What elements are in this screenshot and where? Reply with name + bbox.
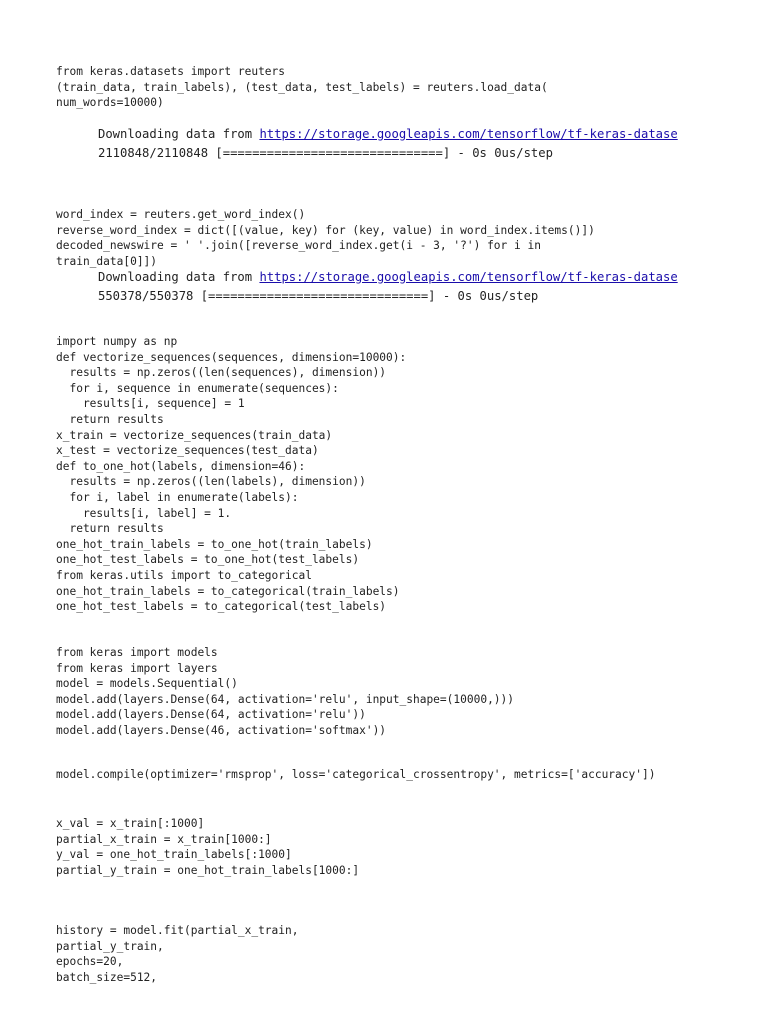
code-cell-3[interactable] <box>56 334 746 615</box>
output-cell-1 <box>98 125 723 163</box>
code-line: def vectorize_sequences(sequences, dimension=10000): <box>56 350 407 364</box>
code-line: x_val = x_train[:1000] <box>56 817 205 830</box>
code-line: (train_data, train_labels), (test_data, test_labels) = reuters.load_data( <box>56 80 548 94</box>
code-line: results[i, label] = 1. <box>56 506 232 520</box>
code-cell-2[interactable] <box>56 207 746 269</box>
code-line: results = np.zeros((len(sequences), dimension)) <box>56 366 387 380</box>
code-line: one_hot_train_labels = to_categorical(train_labels) <box>56 584 400 598</box>
code-cell-1[interactable] <box>56 64 746 111</box>
code-line: word_index = reuters.get_word_index() <box>56 208 306 221</box>
download-line <box>98 125 723 144</box>
code-line: one_hot_test_labels = to_categorical(test_labels) <box>56 600 387 614</box>
code-line: return results <box>56 522 164 536</box>
code-line: model.add(layers.Dense(64, activation='relu', input_shape=(10000,))) <box>56 692 515 706</box>
code-line: for i, sequence in enumerate(sequences): <box>56 381 339 395</box>
code-line: from keras.utils import to_categorical <box>56 568 312 582</box>
progress-line: 550378/550378 [==============================] - 0s 0us/step <box>98 289 539 303</box>
code-line: epochs=20, <box>56 955 124 969</box>
code-line: import numpy as np <box>56 335 178 348</box>
download-link[interactable]: https://storage.googleapis.com/tensorflow/tf-keras-datase <box>259 127 678 141</box>
code-line: batch_size=512, <box>56 970 158 984</box>
code-line: model.compile(optimizer='rmsprop', loss='categorical_crossentropy', metrics=['accuracy']) <box>56 768 656 781</box>
code-line: for i, label in enumerate(labels): <box>56 490 299 504</box>
code-line: num_words=10000) <box>56 96 164 110</box>
code-line: model = models.Sequential() <box>56 677 238 691</box>
code-line: partial_y_train = one_hot_train_labels[1000:] <box>56 863 360 877</box>
code-cell-6[interactable] <box>56 816 746 878</box>
code-line: one_hot_test_labels = to_one_hot(test_labels) <box>56 553 360 567</box>
code-line: y_val = one_hot_train_labels[:1000] <box>56 848 292 862</box>
code-line: model.add(layers.Dense(46, activation='softmax')) <box>56 723 387 737</box>
code-line: reverse_word_index = dict([(value, key) for (key, value) in word_index.items()]) <box>56 223 595 237</box>
code-line: results[i, sequence] = 1 <box>56 397 245 411</box>
download-line <box>98 268 723 287</box>
code-line: train_data[0]]) <box>56 254 158 268</box>
code-cell-4[interactable] <box>56 645 746 739</box>
download-link[interactable]: https://storage.googleapis.com/tensorflow/tf-keras-datase <box>259 270 678 284</box>
code-line: from keras.datasets import reuters <box>56 65 286 78</box>
code-line: return results <box>56 412 164 426</box>
code-line: decoded_newswire = ' '.join([reverse_word_index.get(i - 3, '?') for i in <box>56 239 541 253</box>
code-line: from keras import models <box>56 646 218 659</box>
code-line: partial_x_train = x_train[1000:] <box>56 832 272 846</box>
code-line: def to_one_hot(labels, dimension=46): <box>56 459 306 473</box>
progress-line: 2110848/2110848 [==============================] - 0s 0us/step <box>98 146 553 160</box>
code-line: x_test = vectorize_sequences(test_data) <box>56 444 319 458</box>
code-line: x_train = vectorize_sequences(train_data) <box>56 428 333 442</box>
output-cell-2 <box>98 268 723 306</box>
code-cell-7[interactable] <box>56 923 746 985</box>
code-line: results = np.zeros((len(labels), dimension)) <box>56 475 366 489</box>
code-line: history = model.fit(partial_x_train, <box>56 924 299 937</box>
code-line: from keras import layers <box>56 661 218 675</box>
code-line: one_hot_train_labels = to_one_hot(train_labels) <box>56 537 373 551</box>
code-cell-5[interactable] <box>56 767 746 783</box>
code-line: model.add(layers.Dense(64, activation='relu')) <box>56 708 366 722</box>
download-prefix: Downloading data from <box>98 270 260 284</box>
code-line: partial_y_train, <box>56 939 164 953</box>
download-prefix: Downloading data from <box>98 127 260 141</box>
